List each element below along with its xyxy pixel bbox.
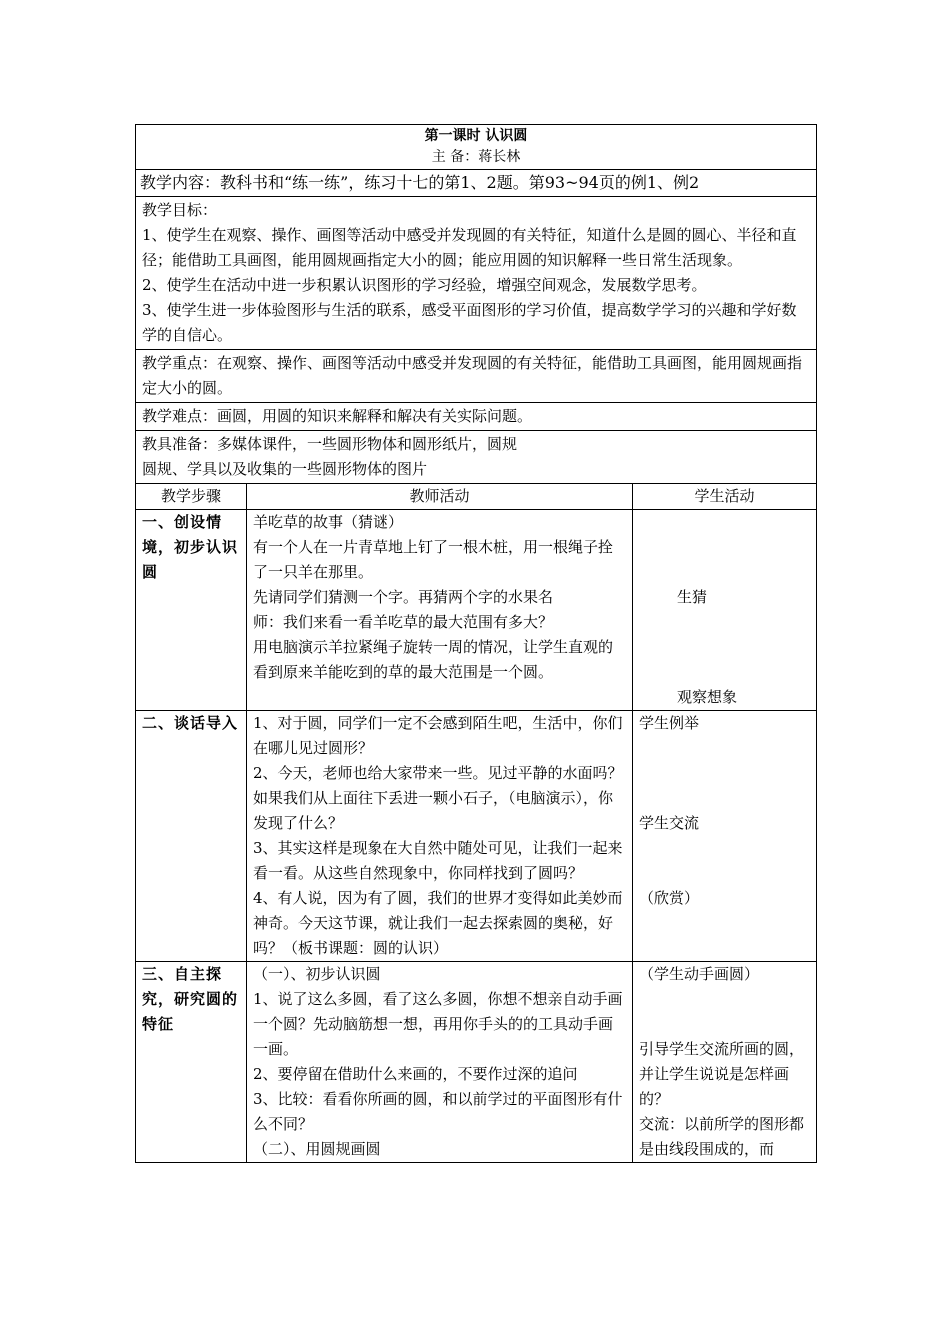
lesson-title: 第一课时 认识圆 bbox=[424, 128, 528, 144]
goal-item: 3、使学生进一步体验图形与生活的联系，感受平面图形的学习价值，提高数学学习的兴趣和学好数学的自信心。 bbox=[142, 301, 797, 344]
teacher-line: 3、其实这样是现象在大自然中随处可见，让我们一起来看一看。从这些自然现象中，你同样找到了圆吗？ bbox=[253, 839, 623, 882]
section-row bbox=[136, 711, 817, 962]
difficulties: 教学难点：画圆，用圆的知识来解释和解决有关实际问题。 bbox=[136, 403, 817, 431]
teacher-line: （二）、用圆规画圆 bbox=[253, 1140, 381, 1158]
teacher-line: 2、今天，老师也给大家带来一些。见过平静的水面吗？如果我们从上面往下丢进一颗小石子，（电脑演示），你发现了什么？ bbox=[253, 764, 623, 832]
difficulties-row bbox=[136, 403, 817, 431]
header-steps: 教学步骤 bbox=[136, 484, 247, 510]
student-line: 学生例举 bbox=[639, 714, 700, 732]
lesson-plan-table bbox=[135, 124, 817, 1163]
title-row bbox=[136, 125, 817, 170]
table-header-row bbox=[136, 484, 817, 510]
teacher-activity bbox=[247, 711, 633, 962]
lesson-plan-page bbox=[135, 124, 816, 1163]
header-student: 学生活动 bbox=[633, 484, 817, 510]
student-line: 学生交流 bbox=[639, 814, 700, 832]
materials-line: 教具准备：多媒体课件，一些圆形物体和圆形纸片，圆规 bbox=[142, 435, 518, 453]
materials-line: 圆规、学具以及收集的一些圆形物体的图片 bbox=[142, 460, 428, 478]
key-points-row bbox=[136, 350, 817, 403]
student-line: 生猜 bbox=[677, 588, 708, 606]
materials-row bbox=[136, 431, 817, 484]
teacher-line: 1、对于圆，同学们一定不会感到陌生吧，生活中，你们在哪儿见过圆形？ bbox=[253, 714, 623, 757]
teacher-line: 2、要停留在借助什么来画的，不要作过深的追问 bbox=[253, 1065, 578, 1083]
student-line: （欣赏） bbox=[639, 889, 700, 907]
step-label: 三、自主探究，研究圆的特征 bbox=[136, 962, 247, 1163]
goal-item: 1、使学生在观察、操作、画图等活动中感受并发现圆的有关特征，知道什么是圆的圆心、半径和直径；能借助工具画图，能用圆规画指定大小的圆；能应用圆的知识解释一些日常生活现象。 bbox=[142, 226, 797, 269]
teacher-line: 3、比较：看看你所画的圆，和以前学过的平面图形有什么不同？ bbox=[253, 1090, 623, 1133]
preparer: 主 备：蒋长林 bbox=[431, 149, 521, 165]
key-points: 教学重点：在观察、操作、画图等活动中感受并发现圆的有关特征，能借助工具画图，能用圆规画指定大小的圆。 bbox=[136, 350, 817, 403]
lesson-content: 教学内容：教科书和“练一练”，练习十七的第1、2题。第93~94页的例1、例2 bbox=[136, 170, 817, 197]
teacher-activity bbox=[247, 510, 633, 711]
step-label: 二、谈话导入 bbox=[136, 711, 247, 962]
goals-heading: 教学目标： bbox=[142, 201, 218, 219]
student-line: 观察想象 bbox=[677, 688, 738, 706]
content-row bbox=[136, 170, 817, 197]
section-row bbox=[136, 510, 817, 711]
step-label: 一、创设情境，初步认识圆 bbox=[136, 510, 247, 711]
teacher-line: 有一个人在一片青草地上钉了一根木桩，用一根绳子拴了一只羊在那里。 bbox=[253, 538, 614, 581]
teacher-activity bbox=[247, 962, 633, 1163]
student-line: 交流：以前所学的图形都是由线段围成的，而 bbox=[639, 1115, 805, 1158]
header-teacher: 教师活动 bbox=[247, 484, 633, 510]
student-line: 引导学生交流所画的圆，并让学生说说是怎样画的？ bbox=[639, 1040, 805, 1108]
student-activity bbox=[633, 962, 817, 1163]
teacher-line: 羊吃草的故事（猜谜） bbox=[253, 513, 404, 531]
teacher-line: （一）、初步认识圆 bbox=[253, 965, 381, 983]
student-activity bbox=[633, 711, 817, 962]
goals-row bbox=[136, 197, 817, 350]
teacher-line: 1、说了这么多圆，看了这么多圆，你想不想亲自动手画一个圆？先动脑筋想一想，再用你手头的的工具动手画一画。 bbox=[253, 990, 623, 1058]
teacher-line: 师：我们来看一看羊吃草的最大范围有多大？ bbox=[253, 613, 554, 631]
goal-item: 2、使学生在活动中进一步积累认识图形的学习经验，增强空间观念，发展数学思考。 bbox=[142, 276, 707, 294]
teacher-line: 用电脑演示羊拉紧绳子旋转一周的情况，让学生直观的看到原来羊能吃到的草的最大范围是一个圆。 bbox=[253, 638, 614, 681]
section-row bbox=[136, 962, 817, 1163]
teacher-line: 先请同学们猜测一个字。再猜两个字的水果名 bbox=[253, 588, 554, 606]
student-line: （学生动手画圆） bbox=[639, 965, 760, 983]
teacher-line: 4、有人说，因为有了圆，我们的世界才变得如此美妙而神奇。今天这节课，就让我们一起去探索圆的奥秘，好吗？（板书课题：圆的认识） bbox=[253, 889, 623, 957]
student-activity bbox=[633, 510, 817, 711]
